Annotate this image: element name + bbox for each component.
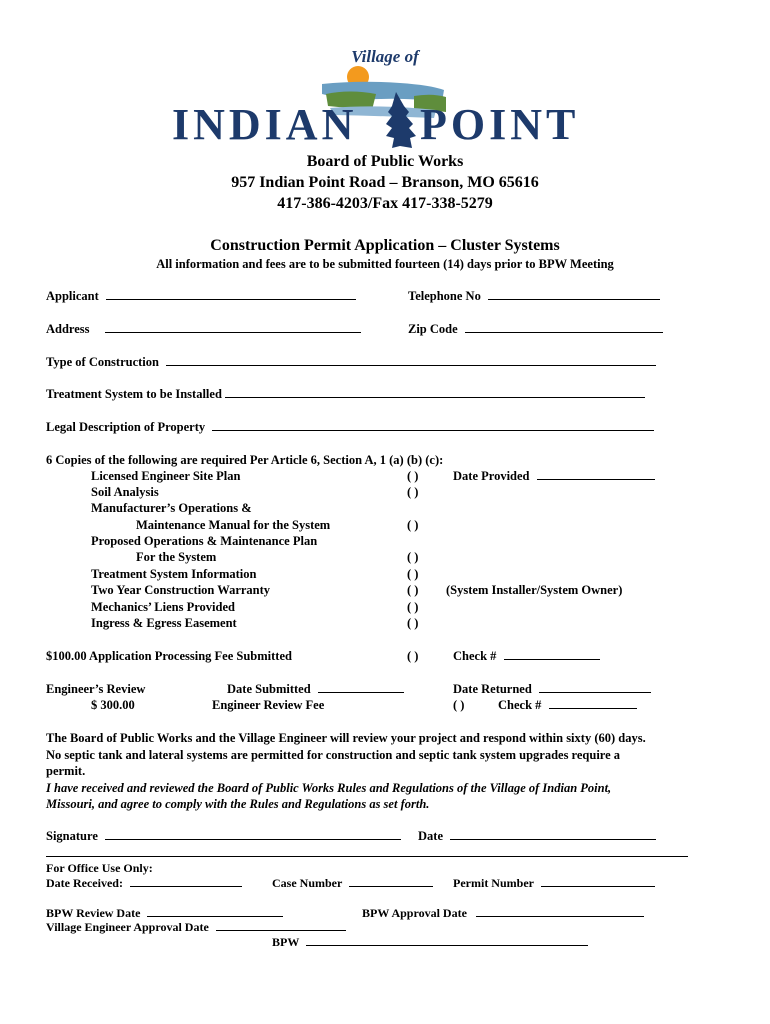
date-row: [418, 828, 656, 844]
engineer-review-label: Engineer’s Review: [46, 682, 146, 696]
applicant-field[interactable]: [106, 288, 356, 300]
org-phone: 417-386-4203/Fax 417-338-5279: [277, 195, 493, 212]
form-title: Construction Permit Application – Cluster Systems: [210, 237, 560, 254]
applicant-label: Applicant: [46, 289, 99, 303]
engineer-check-field[interactable]: [549, 697, 637, 709]
bpw-approval-date-label: BPW Approval Date: [362, 906, 467, 920]
engineer-check-label: Check #: [498, 698, 542, 712]
copies-item: Manufacturer’s Operations &: [91, 501, 252, 515]
agreement-line: I have received and reviewed the Board of Public Works Rules and Regulations of the Village of Indian Point,: [46, 780, 612, 795]
engineer-review-fee: Engineer Review Fee: [212, 698, 325, 712]
copies-item: Mechanics’ Liens Provided: [91, 600, 235, 614]
arrowhead-icon: [386, 92, 416, 148]
signature-row: [46, 828, 401, 844]
engineer-amount: $ 300.00: [91, 698, 135, 712]
checkbox-treatment-info[interactable]: ( ): [407, 567, 419, 581]
warranty-note: (System Installer/System Owner): [446, 583, 623, 597]
zip-row: [408, 321, 663, 337]
address-field[interactable]: [105, 321, 361, 333]
bpw-approval-date-field[interactable]: [476, 905, 644, 917]
signature-label: Signature: [46, 829, 98, 843]
office-heading: For Office Use Only:: [46, 861, 153, 875]
copies-item: Soil Analysis: [91, 485, 159, 499]
checkbox-maintenance-plan[interactable]: ( ): [407, 550, 419, 564]
logo-name-left: INDIAN: [172, 100, 358, 149]
copies-item: Maintenance Manual for the System: [136, 518, 331, 532]
copies-item: Ingress & Egress Easement: [91, 616, 237, 630]
permit-number-label: Permit Number: [453, 876, 534, 890]
copies-item: For the System: [136, 550, 217, 564]
date-submitted-label: Date Submitted: [227, 682, 311, 696]
legal-description-field[interactable]: [212, 419, 654, 431]
copies-heading: 6 Copies of the following are required Per Article 6, Section A, 1 (a) (b) (c):: [46, 453, 444, 467]
treatment-system-row: [46, 386, 645, 402]
treatment-system-label: Treatment System to be Installed: [46, 387, 222, 401]
type-construction-label: Type of Construction: [46, 355, 159, 369]
bpw-field[interactable]: [306, 934, 588, 946]
date-field[interactable]: [450, 828, 656, 840]
date-returned-label: Date Returned: [453, 682, 532, 696]
applicant-row: [46, 288, 356, 304]
zip-field[interactable]: [465, 321, 663, 333]
copies-item: Licensed Engineer Site Plan: [91, 469, 241, 483]
signature-field[interactable]: [105, 828, 401, 840]
zip-label: Zip Code: [408, 322, 458, 336]
date-received-field[interactable]: [130, 875, 242, 887]
case-number-field[interactable]: [349, 875, 433, 887]
bpw-label: BPW: [272, 935, 300, 949]
date-submitted-field[interactable]: [318, 681, 404, 693]
permit-number-row: [453, 875, 655, 891]
telephone-field[interactable]: [488, 288, 660, 300]
date-returned-field[interactable]: [539, 681, 651, 693]
checkbox-manual[interactable]: ( ): [407, 518, 419, 532]
telephone-label: Telephone No: [408, 289, 481, 303]
date-provided-field[interactable]: [537, 468, 655, 480]
date-returned-row: [453, 681, 651, 697]
checkbox-site-plan[interactable]: ( ): [407, 469, 419, 483]
date-received-label: Date Received:: [46, 876, 123, 890]
checkbox-warranty[interactable]: ( ): [407, 583, 419, 597]
date-submitted-row: [227, 681, 404, 697]
agreement-line: Missouri, and agree to comply with the Rules and Regulations as set forth.: [46, 797, 430, 811]
telephone-row: [408, 288, 660, 304]
bpw-approval-date-row: [362, 905, 644, 921]
date-provided-label: Date Provided: [453, 469, 530, 483]
bpw-review-date-label: BPW Review Date: [46, 906, 141, 920]
address-label: Address: [46, 322, 90, 336]
copies-item: Treatment System Information: [91, 567, 257, 581]
checkbox-easement[interactable]: ( ): [407, 616, 419, 630]
village-engineer-approval-label: Village Engineer Approval Date: [46, 920, 209, 934]
fee-check-label: Check #: [453, 649, 497, 663]
logo-graphic: [0, 64, 770, 164]
address-row: [46, 321, 361, 337]
checkbox-soil-analysis[interactable]: ( ): [407, 485, 419, 499]
notice-paragraph: [46, 730, 736, 813]
bpw-review-date-field[interactable]: [147, 905, 283, 917]
type-construction-field[interactable]: [166, 354, 656, 366]
org-address: 957 Indian Point Road – Branson, MO 65616: [231, 174, 539, 191]
permit-number-field[interactable]: [541, 875, 655, 887]
checkbox-liens[interactable]: ( ): [407, 600, 419, 614]
notice-line: permit.: [46, 764, 86, 778]
legal-description-label: Legal Description of Property: [46, 420, 206, 434]
fee-check-field[interactable]: [504, 648, 600, 660]
date-provided-row: [453, 468, 655, 484]
copies-item: Proposed Operations & Maintenance Plan: [91, 534, 318, 548]
checkbox-engineer[interactable]: ( ): [453, 698, 465, 712]
treatment-system-field[interactable]: [225, 386, 645, 398]
date-label: Date: [418, 829, 443, 843]
notice-line: No septic tank and lateral systems are permitted for construction and septic tank system upgrades require a: [46, 747, 621, 762]
fee-label: $100.00 Application Processing Fee Submitted: [46, 649, 292, 663]
fee-check-row: [453, 648, 600, 664]
logo-name-right: POINT: [420, 100, 580, 149]
copies-item: Two Year Construction Warranty: [91, 583, 271, 597]
case-number-row: [272, 875, 433, 891]
date-received-row: [46, 875, 242, 891]
engineer-check-row: [498, 697, 637, 713]
form-subtitle: All information and fees are to be submitted fourteen (14) days prior to BPW Meeting: [156, 257, 614, 271]
village-engineer-approval-row: [46, 919, 346, 935]
case-number-label: Case Number: [272, 876, 343, 890]
logo-village-of: Village of: [351, 47, 419, 66]
checkbox-fee[interactable]: ( ): [407, 649, 419, 663]
bpw-row: [272, 934, 588, 950]
divider: [46, 856, 688, 857]
legal-description-row: [46, 419, 654, 435]
org-name: Board of Public Works: [306, 153, 464, 170]
village-engineer-approval-field[interactable]: [216, 919, 346, 931]
notice-line: The Board of Public Works and the Village Engineer will review your project and respond within sixty (60) days.: [46, 731, 646, 745]
type-construction-row: [46, 354, 656, 370]
